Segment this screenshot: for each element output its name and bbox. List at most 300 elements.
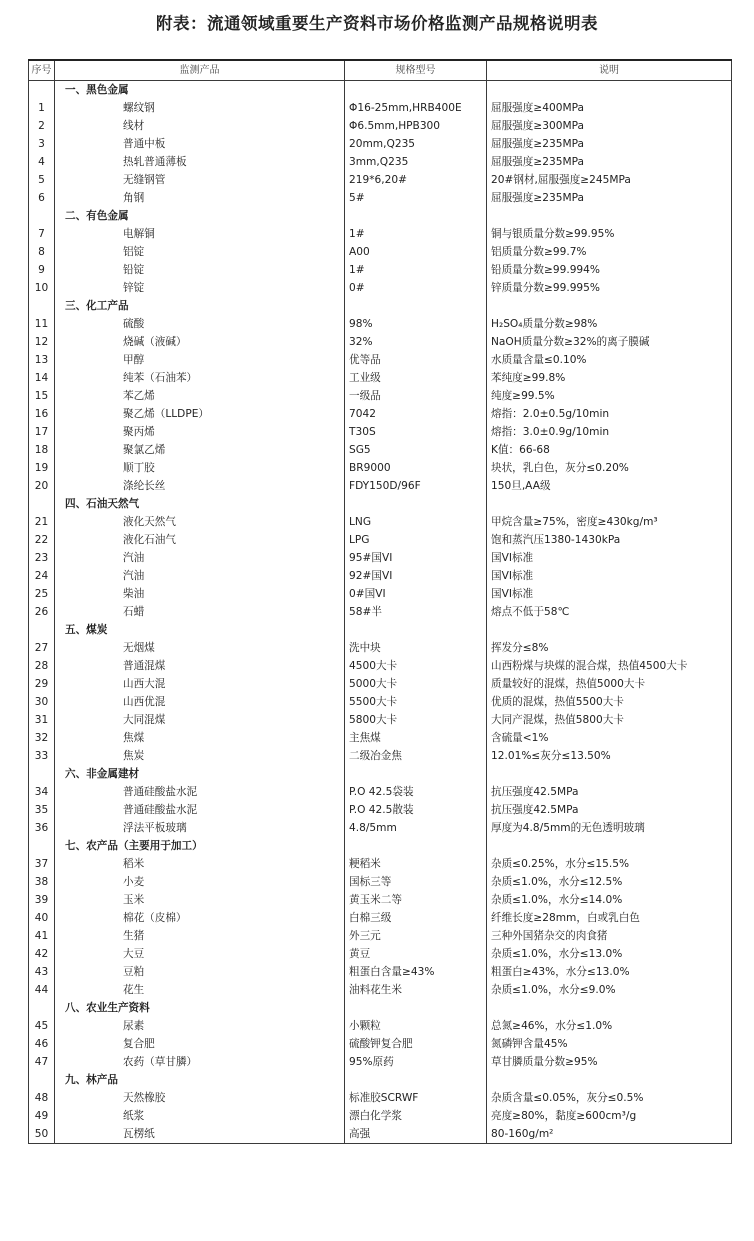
- spec-model: 4500大卡: [345, 657, 487, 675]
- product-name: 山西大混: [55, 675, 345, 693]
- table-row: [29, 117, 732, 135]
- spec-model: 0#国VI: [345, 585, 487, 603]
- product-name: 电解铜: [55, 225, 345, 243]
- product-name: 花生: [55, 981, 345, 999]
- table-row: [29, 747, 732, 765]
- category-no-cell: [29, 765, 55, 783]
- row-number: 43: [29, 963, 55, 981]
- row-number: 39: [29, 891, 55, 909]
- row-number: 48: [29, 1089, 55, 1107]
- description: 含硫量<1%: [487, 729, 732, 747]
- table-row: [29, 423, 732, 441]
- table-row: [29, 567, 732, 585]
- row-number: 12: [29, 333, 55, 351]
- row-number: 3: [29, 135, 55, 153]
- table-row: [29, 1017, 732, 1035]
- spec-model: 3mm,Q235: [345, 153, 487, 171]
- description: 熔指：2.0±0.5g/10min: [487, 405, 732, 423]
- row-number: 29: [29, 675, 55, 693]
- header-no: 序号: [29, 60, 55, 81]
- table-row: [29, 387, 732, 405]
- category-desc-cell: [487, 621, 732, 639]
- category-row: [29, 297, 732, 315]
- page-title: 附表：流通领域重要生产资料市场价格监测产品规格说明表: [156, 14, 598, 33]
- row-number: 16: [29, 405, 55, 423]
- spec-model: P.O 42.5袋装: [345, 783, 487, 801]
- category-no-cell: [29, 297, 55, 315]
- row-number: 31: [29, 711, 55, 729]
- table-row: [29, 405, 732, 423]
- description: 铝质量分数≥99.7%: [487, 243, 732, 261]
- table-row: [29, 279, 732, 297]
- row-number: 40: [29, 909, 55, 927]
- description: 熔指：3.0±0.9g/10min: [487, 423, 732, 441]
- category-no-cell: [29, 207, 55, 225]
- spec-model: 标准胶SCRWF: [345, 1089, 487, 1107]
- row-number: 42: [29, 945, 55, 963]
- description: 屈服强度≥300MPa: [487, 117, 732, 135]
- table-row: [29, 459, 732, 477]
- row-number: 7: [29, 225, 55, 243]
- description: H₂SO₄质量分数≥98%: [487, 315, 732, 333]
- table-row: [29, 171, 732, 189]
- category-spec-cell: [345, 81, 487, 100]
- product-name: 复合肥: [55, 1035, 345, 1053]
- spec-model: 98%: [345, 315, 487, 333]
- category-row: [29, 621, 732, 639]
- table-row: [29, 1089, 732, 1107]
- spec-model: 优等品: [345, 351, 487, 369]
- category-no-cell: [29, 81, 55, 100]
- description: K值：66-68: [487, 441, 732, 459]
- product-name: 液化天然气: [55, 513, 345, 531]
- category-desc-cell: [487, 297, 732, 315]
- product-name: 硫酸: [55, 315, 345, 333]
- spec-model: 92#国VI: [345, 567, 487, 585]
- description: 甲烷含量≥75%，密度≥430kg/m³: [487, 513, 732, 531]
- spec-model: A00: [345, 243, 487, 261]
- product-name: 苯乙烯: [55, 387, 345, 405]
- table-row: [29, 531, 732, 549]
- table-row: [29, 855, 732, 873]
- table-row: [29, 675, 732, 693]
- product-name: 山西优混: [55, 693, 345, 711]
- table-row: [29, 261, 732, 279]
- table-row: [29, 333, 732, 351]
- product-name: 棉花（皮棉）: [55, 909, 345, 927]
- description: 铅质量分数≥99.994%: [487, 261, 732, 279]
- description: 山西粉煤与块煤的混合煤，热值4500大卡: [487, 657, 732, 675]
- description: 抗压强度42.5MPa: [487, 783, 732, 801]
- spec-model: 油料花生米: [345, 981, 487, 999]
- category-no-cell: [29, 495, 55, 513]
- row-number: 45: [29, 1017, 55, 1035]
- spec-model: 白棉三级: [345, 909, 487, 927]
- table-row: [29, 873, 732, 891]
- category-row: [29, 999, 732, 1017]
- category-label: 九、林产品: [55, 1071, 345, 1089]
- row-number: 20: [29, 477, 55, 495]
- product-name: 瓦楞纸: [55, 1125, 345, 1144]
- category-row: [29, 837, 732, 855]
- row-number: 32: [29, 729, 55, 747]
- description: 纤维长度≥28mm，白或乳白色: [487, 909, 732, 927]
- product-name: 聚氯乙烯: [55, 441, 345, 459]
- spec-model: 20mm,Q235: [345, 135, 487, 153]
- product-name: 普通硅酸盐水泥: [55, 783, 345, 801]
- category-label: 五、煤炭: [55, 621, 345, 639]
- category-row: [29, 1071, 732, 1089]
- product-name: 烧碱（液碱）: [55, 333, 345, 351]
- description: 20#钢材,屈服强度≥245MPa: [487, 171, 732, 189]
- row-number: 35: [29, 801, 55, 819]
- row-number: 18: [29, 441, 55, 459]
- table-row: [29, 963, 732, 981]
- row-number: 8: [29, 243, 55, 261]
- row-number: 38: [29, 873, 55, 891]
- table-row: [29, 135, 732, 153]
- table-row: [29, 315, 732, 333]
- product-name: 聚丙烯: [55, 423, 345, 441]
- description: 150旦,AA级: [487, 477, 732, 495]
- row-number: 21: [29, 513, 55, 531]
- description: 杂质≤1.0%，水分≤9.0%: [487, 981, 732, 999]
- row-number: 50: [29, 1125, 55, 1144]
- description: 亮度≥80%，黏度≥600cm³/g: [487, 1107, 732, 1125]
- table-row: [29, 909, 732, 927]
- description: 饱和蒸汽压1380-1430kPa: [487, 531, 732, 549]
- description: NaOH质量分数≥32%的离子膜碱: [487, 333, 732, 351]
- product-name: 尿素: [55, 1017, 345, 1035]
- header-desc: 说明: [487, 60, 732, 81]
- description: 12.01%≤灰分≤13.50%: [487, 747, 732, 765]
- description: 杂质含量≤0.05%，灰分≤0.5%: [487, 1089, 732, 1107]
- description: 国VI标准: [487, 549, 732, 567]
- table-row: [29, 441, 732, 459]
- table-row: [29, 1053, 732, 1071]
- spec-model: 粗蛋白含量≥43%: [345, 963, 487, 981]
- category-spec-cell: [345, 999, 487, 1017]
- category-row: [29, 495, 732, 513]
- table-row: [29, 657, 732, 675]
- spec-model: T30S: [345, 423, 487, 441]
- spec-model: FDY150D/96F: [345, 477, 487, 495]
- spec-model: 洗中块: [345, 639, 487, 657]
- row-number: 37: [29, 855, 55, 873]
- category-spec-cell: [345, 207, 487, 225]
- product-name: 柴油: [55, 585, 345, 603]
- spec-model: 二级冶金焦: [345, 747, 487, 765]
- category-desc-cell: [487, 837, 732, 855]
- product-name: 焦煤: [55, 729, 345, 747]
- category-label: 二、有色金属: [55, 207, 345, 225]
- product-name: 甲醇: [55, 351, 345, 369]
- spec-model: LNG: [345, 513, 487, 531]
- description: 抗压强度42.5MPa: [487, 801, 732, 819]
- spec-model: 5000大卡: [345, 675, 487, 693]
- spec-model: Φ16-25mm,HRB400E: [345, 99, 487, 117]
- product-name: 线材: [55, 117, 345, 135]
- table-row: [29, 891, 732, 909]
- product-name: 汽油: [55, 549, 345, 567]
- row-number: 44: [29, 981, 55, 999]
- table-row: [29, 1107, 732, 1125]
- description: 杂质≤1.0%，水分≤12.5%: [487, 873, 732, 891]
- table-row: [29, 693, 732, 711]
- row-number: 47: [29, 1053, 55, 1071]
- product-name: 焦炭: [55, 747, 345, 765]
- category-label: 四、石油天然气: [55, 495, 345, 513]
- product-name: 顺丁胶: [55, 459, 345, 477]
- category-spec-cell: [345, 837, 487, 855]
- description: 国VI标准: [487, 585, 732, 603]
- spec-model: Φ6.5mm,HPB300: [345, 117, 487, 135]
- product-name: 角钢: [55, 189, 345, 207]
- category-label: 一、黑色金属: [55, 81, 345, 100]
- description: 屈服强度≥235MPa: [487, 135, 732, 153]
- spec-model: SG5: [345, 441, 487, 459]
- spec-model: 1#: [345, 225, 487, 243]
- category-row: [29, 81, 732, 100]
- row-number: 27: [29, 639, 55, 657]
- category-no-cell: [29, 999, 55, 1017]
- category-label: 七、农产品（主要用于加工）: [55, 837, 345, 855]
- description: 大同产混煤，热值5800大卡: [487, 711, 732, 729]
- row-number: 23: [29, 549, 55, 567]
- product-name: 铝锭: [55, 243, 345, 261]
- category-no-cell: [29, 621, 55, 639]
- description: 纯度≥99.5%: [487, 387, 732, 405]
- product-name: 大同混煤: [55, 711, 345, 729]
- table-row: [29, 351, 732, 369]
- row-number: 17: [29, 423, 55, 441]
- row-number: 26: [29, 603, 55, 621]
- product-name: 浮法平板玻璃: [55, 819, 345, 837]
- row-number: 22: [29, 531, 55, 549]
- table-row: [29, 801, 732, 819]
- product-name: 农药（草甘膦）: [55, 1053, 345, 1071]
- table-row: [29, 189, 732, 207]
- description: 粗蛋白≥43%，水分≤13.0%: [487, 963, 732, 981]
- table-row: [29, 1035, 732, 1053]
- spec-model: 黄豆: [345, 945, 487, 963]
- description: 屈服强度≥235MPa: [487, 189, 732, 207]
- spec-model: 漂白化学浆: [345, 1107, 487, 1125]
- product-name: 锌锭: [55, 279, 345, 297]
- header-spec: 规格型号: [345, 60, 487, 81]
- category-desc-cell: [487, 1071, 732, 1089]
- product-name: 热轧普通薄板: [55, 153, 345, 171]
- table-header-row: [29, 60, 732, 81]
- row-number: 6: [29, 189, 55, 207]
- description: 杂质≤0.25%，水分≤15.5%: [487, 855, 732, 873]
- row-number: 30: [29, 693, 55, 711]
- description: 厚度为4.8/5mm的无色透明玻璃: [487, 819, 732, 837]
- product-name: 纸浆: [55, 1107, 345, 1125]
- row-number: 34: [29, 783, 55, 801]
- category-desc-cell: [487, 207, 732, 225]
- spec-model: 黄玉米二等: [345, 891, 487, 909]
- category-desc-cell: [487, 495, 732, 513]
- product-name: 普通中板: [55, 135, 345, 153]
- product-name: 大豆: [55, 945, 345, 963]
- description: 草甘膦质量分数≥95%: [487, 1053, 732, 1071]
- spec-model: 国标三等: [345, 873, 487, 891]
- table-row: [29, 585, 732, 603]
- row-number: 46: [29, 1035, 55, 1053]
- category-spec-cell: [345, 765, 487, 783]
- row-number: 9: [29, 261, 55, 279]
- spec-model: 主焦煤: [345, 729, 487, 747]
- category-label: 八、农业生产资料: [55, 999, 345, 1017]
- product-name: 稻米: [55, 855, 345, 873]
- table-row: [29, 729, 732, 747]
- category-label: 三、化工产品: [55, 297, 345, 315]
- category-row: [29, 765, 732, 783]
- row-number: 24: [29, 567, 55, 585]
- row-number: 36: [29, 819, 55, 837]
- product-name: 小麦: [55, 873, 345, 891]
- table-row: [29, 225, 732, 243]
- spec-model: 小颗粒: [345, 1017, 487, 1035]
- description: 杂质≤1.0%，水分≤14.0%: [487, 891, 732, 909]
- table-row: [29, 1125, 732, 1144]
- product-name: 纯苯（石油苯）: [55, 369, 345, 387]
- spec-model: LPG: [345, 531, 487, 549]
- spec-model: 粳稻米: [345, 855, 487, 873]
- product-name: 汽油: [55, 567, 345, 585]
- description: 水质量含量≤0.10%: [487, 351, 732, 369]
- description: 氮磷钾含量45%: [487, 1035, 732, 1053]
- table-row: [29, 711, 732, 729]
- description: 质量较好的混煤，热值5000大卡: [487, 675, 732, 693]
- table-row: [29, 639, 732, 657]
- row-number: 4: [29, 153, 55, 171]
- spec-model: 5800大卡: [345, 711, 487, 729]
- spec-model: 4.8/5mm: [345, 819, 487, 837]
- spec-model: 219*6,20#: [345, 171, 487, 189]
- description: 杂质≤1.0%，水分≤13.0%: [487, 945, 732, 963]
- category-spec-cell: [345, 495, 487, 513]
- product-name: 玉米: [55, 891, 345, 909]
- table-row: [29, 477, 732, 495]
- description: 三种外国猪杂交的肉食猪: [487, 927, 732, 945]
- row-number: 15: [29, 387, 55, 405]
- product-name: 无烟煤: [55, 639, 345, 657]
- row-number: 25: [29, 585, 55, 603]
- header-product: 监测产品: [55, 60, 345, 81]
- row-number: 10: [29, 279, 55, 297]
- product-name: 普通混煤: [55, 657, 345, 675]
- category-no-cell: [29, 1071, 55, 1089]
- table-row: [29, 927, 732, 945]
- table-row: [29, 243, 732, 261]
- table-row: [29, 819, 732, 837]
- product-name: 生猪: [55, 927, 345, 945]
- table-row: [29, 99, 732, 117]
- table-row: [29, 153, 732, 171]
- product-name: 螺纹钢: [55, 99, 345, 117]
- description: 锌质量分数≥99.995%: [487, 279, 732, 297]
- spec-model: 一级品: [345, 387, 487, 405]
- product-name: 铅锭: [55, 261, 345, 279]
- description: 国VI标准: [487, 567, 732, 585]
- description: 优质的混煤，热值5500大卡: [487, 693, 732, 711]
- category-spec-cell: [345, 1071, 487, 1089]
- table-row: [29, 603, 732, 621]
- row-number: 19: [29, 459, 55, 477]
- row-number: 14: [29, 369, 55, 387]
- product-name: 无缝钢管: [55, 171, 345, 189]
- description: 80-160g/m²: [487, 1125, 732, 1144]
- spec-model: 高强: [345, 1125, 487, 1144]
- product-name: 天然橡胶: [55, 1089, 345, 1107]
- spec-table: [28, 59, 732, 1144]
- category-desc-cell: [487, 81, 732, 100]
- spec-model: 工业级: [345, 369, 487, 387]
- spec-model: 1#: [345, 261, 487, 279]
- description: 熔点不低于58℃: [487, 603, 732, 621]
- row-number: 28: [29, 657, 55, 675]
- category-label: 六、非金属建材: [55, 765, 345, 783]
- product-name: 液化石油气: [55, 531, 345, 549]
- spec-model: 硫酸钾复合肥: [345, 1035, 487, 1053]
- row-number: 33: [29, 747, 55, 765]
- spec-model: 0#: [345, 279, 487, 297]
- description: 屈服强度≥235MPa: [487, 153, 732, 171]
- description: 块状，乳白色，灰分≤0.20%: [487, 459, 732, 477]
- product-name: 普通硅酸盐水泥: [55, 801, 345, 819]
- row-number: 1: [29, 99, 55, 117]
- spec-model: 58#半: [345, 603, 487, 621]
- spec-model: BR9000: [345, 459, 487, 477]
- category-no-cell: [29, 837, 55, 855]
- category-row: [29, 207, 732, 225]
- category-spec-cell: [345, 297, 487, 315]
- spec-model: 95%原药: [345, 1053, 487, 1071]
- table-row: [29, 513, 732, 531]
- description: 铜与银质量分数≥99.95%: [487, 225, 732, 243]
- spec-model: 5#: [345, 189, 487, 207]
- description: 总氮≥46%，水分≤1.0%: [487, 1017, 732, 1035]
- product-name: 豆粕: [55, 963, 345, 981]
- product-name: 涤纶长丝: [55, 477, 345, 495]
- category-desc-cell: [487, 765, 732, 783]
- table-row: [29, 549, 732, 567]
- row-number: 2: [29, 117, 55, 135]
- spec-model: 5500大卡: [345, 693, 487, 711]
- description: 苯纯度≥99.8%: [487, 369, 732, 387]
- category-spec-cell: [345, 621, 487, 639]
- table-row: [29, 369, 732, 387]
- row-number: 5: [29, 171, 55, 189]
- spec-model: 95#国VI: [345, 549, 487, 567]
- spec-model: P.O 42.5散装: [345, 801, 487, 819]
- row-number: 13: [29, 351, 55, 369]
- description: 挥发分≤8%: [487, 639, 732, 657]
- row-number: 49: [29, 1107, 55, 1125]
- table-row: [29, 783, 732, 801]
- spec-model: 32%: [345, 333, 487, 351]
- row-number: 11: [29, 315, 55, 333]
- spec-model: 7042: [345, 405, 487, 423]
- product-name: 聚乙烯（LLDPE）: [55, 405, 345, 423]
- spec-model: 外三元: [345, 927, 487, 945]
- product-name: 石蜡: [55, 603, 345, 621]
- table-row: [29, 981, 732, 999]
- table-row: [29, 945, 732, 963]
- category-desc-cell: [487, 999, 732, 1017]
